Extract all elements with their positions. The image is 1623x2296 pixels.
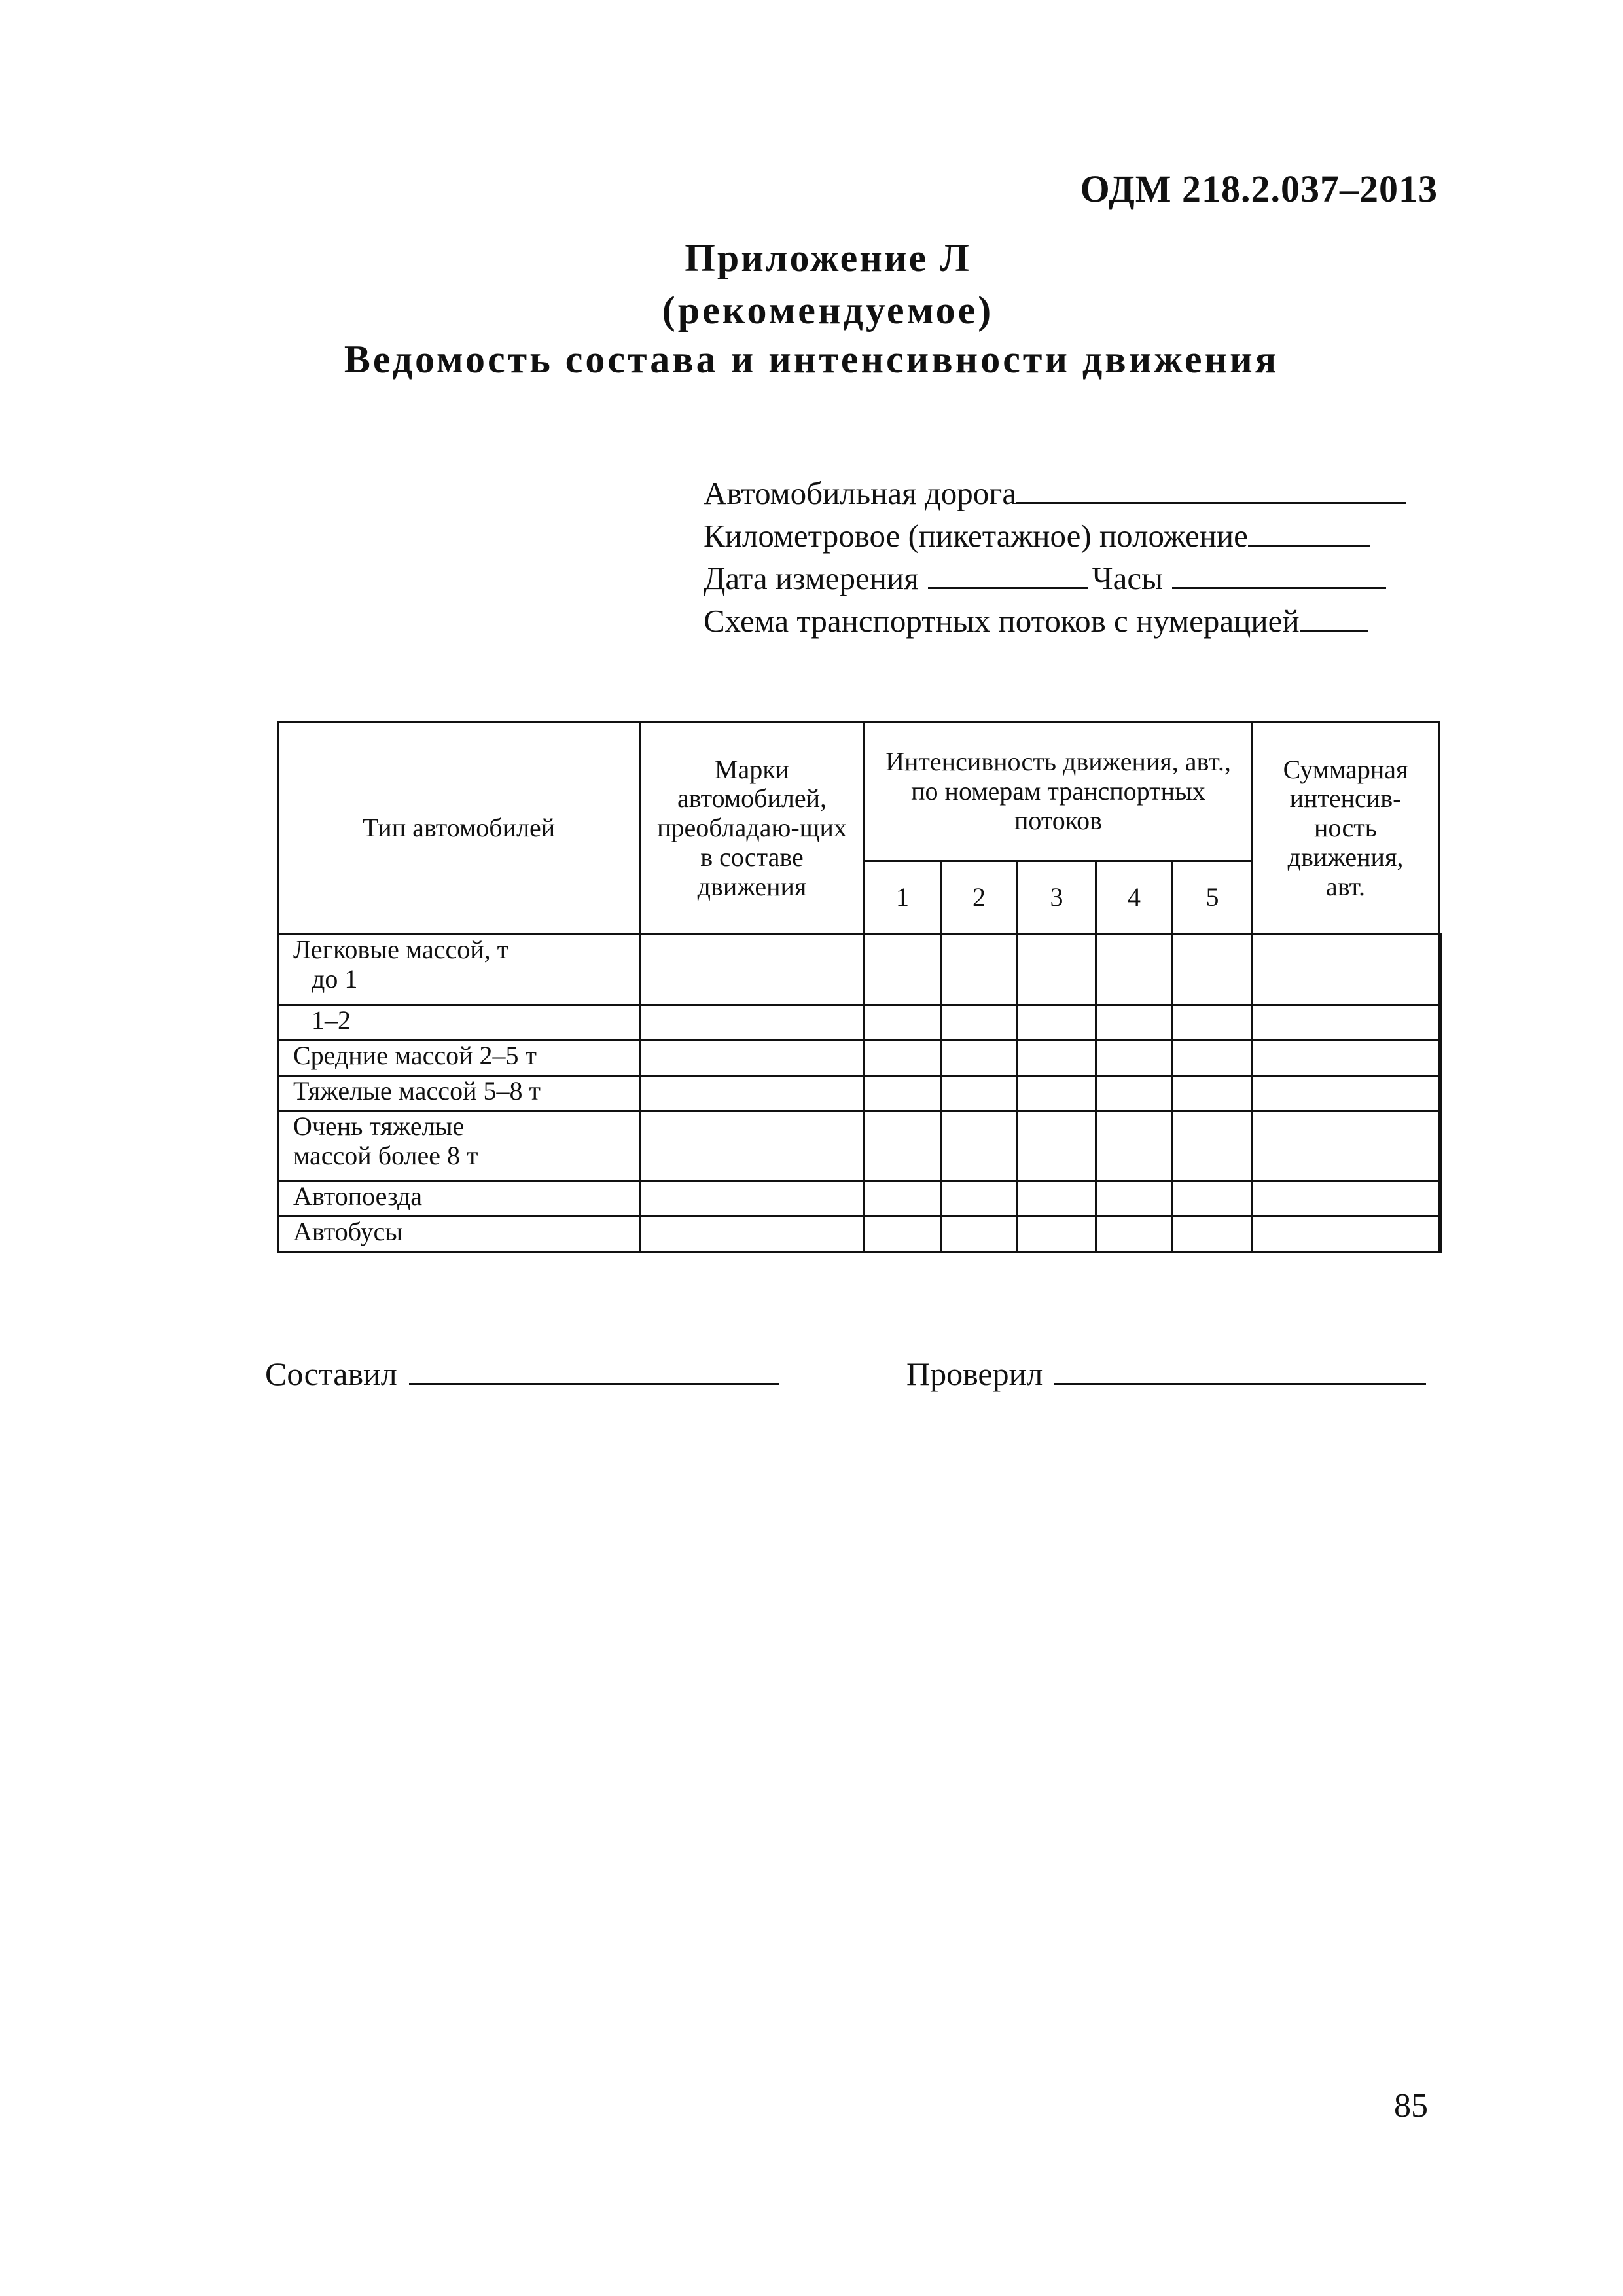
appendix-title: Приложение Л (685, 236, 971, 279)
hours-label: Часы (1092, 560, 1164, 596)
document-code: ОДМ 218.2.037–2013 (1080, 168, 1438, 210)
flow-number: 2 (941, 861, 1018, 935)
header-intensity: Интенсивность движения, авт., по номерам транспортных потоков (865, 723, 1253, 861)
km-position-label: Километровое (пикетажное) положение (704, 518, 1248, 554)
row-label-buses: Автобусы (278, 1217, 640, 1253)
checked-by-blank-line (1054, 1357, 1426, 1385)
flow-number: 3 (1018, 861, 1096, 935)
scheme-label: Схема транспортных потоков с нумерацией (704, 603, 1300, 639)
hours-blank-line (1172, 561, 1386, 589)
table-row (278, 1076, 1441, 1111)
table-row (278, 1217, 1441, 1253)
appendix-status: (рекомендуемое) (662, 289, 994, 332)
row-label-medium: Средние массой 2–5 т (278, 1041, 640, 1076)
compiled-by-label: Составил (265, 1355, 397, 1392)
header-total-intensity: Суммарная интенсив-ность движения, авт. (1253, 723, 1439, 935)
scheme-field (704, 602, 1368, 643)
row-label-heavy: Тяжелые массой 5–8 т (278, 1076, 640, 1111)
statement-title: Ведомость состава и интенсивности движения (344, 338, 1279, 381)
date-hours-field (704, 560, 1386, 600)
road-blank-line (1016, 476, 1406, 504)
km-position-field (704, 517, 1370, 558)
row-label-cars-upto1: до 1 (312, 963, 358, 994)
date-label: Дата измерения (704, 560, 919, 596)
flow-number: 1 (865, 861, 941, 935)
road-field (704, 475, 1406, 515)
row-label-road-trains: Автопоезда (278, 1181, 640, 1217)
road-label: Автомобильная дорога (704, 475, 1017, 511)
compiled-by-blank-line (409, 1357, 779, 1385)
checked-by-field (906, 1355, 1426, 1401)
row-label-very-heavy: Очень тяжелые массой более 8 т (278, 1111, 640, 1181)
table-row (278, 1181, 1441, 1217)
row-label-cars-1-2: 1–2 (312, 1005, 351, 1035)
date-blank-line (928, 561, 1088, 589)
flow-number: 4 (1096, 861, 1173, 935)
table-row (278, 1111, 1441, 1181)
checked-by-label: Проверил (906, 1355, 1043, 1392)
row-label-cars (278, 935, 640, 1005)
table-row (278, 935, 1441, 1005)
km-position-blank-line (1248, 518, 1370, 547)
traffic-composition-table (277, 721, 1442, 1253)
scheme-blank-line (1300, 603, 1368, 632)
header-vehicle-type: Тип автомобилей (278, 723, 640, 935)
compiled-by-field (265, 1355, 779, 1401)
header-vehicle-brands: Марки автомобилей, преобладаю-щих в составе движения (640, 723, 865, 935)
flow-number: 5 (1173, 861, 1253, 935)
row-label-cars-header: Легковые массой, т (293, 935, 509, 964)
page-number: 85 (1394, 2087, 1428, 2125)
table-row (278, 1041, 1441, 1076)
table-row (278, 1005, 1441, 1041)
